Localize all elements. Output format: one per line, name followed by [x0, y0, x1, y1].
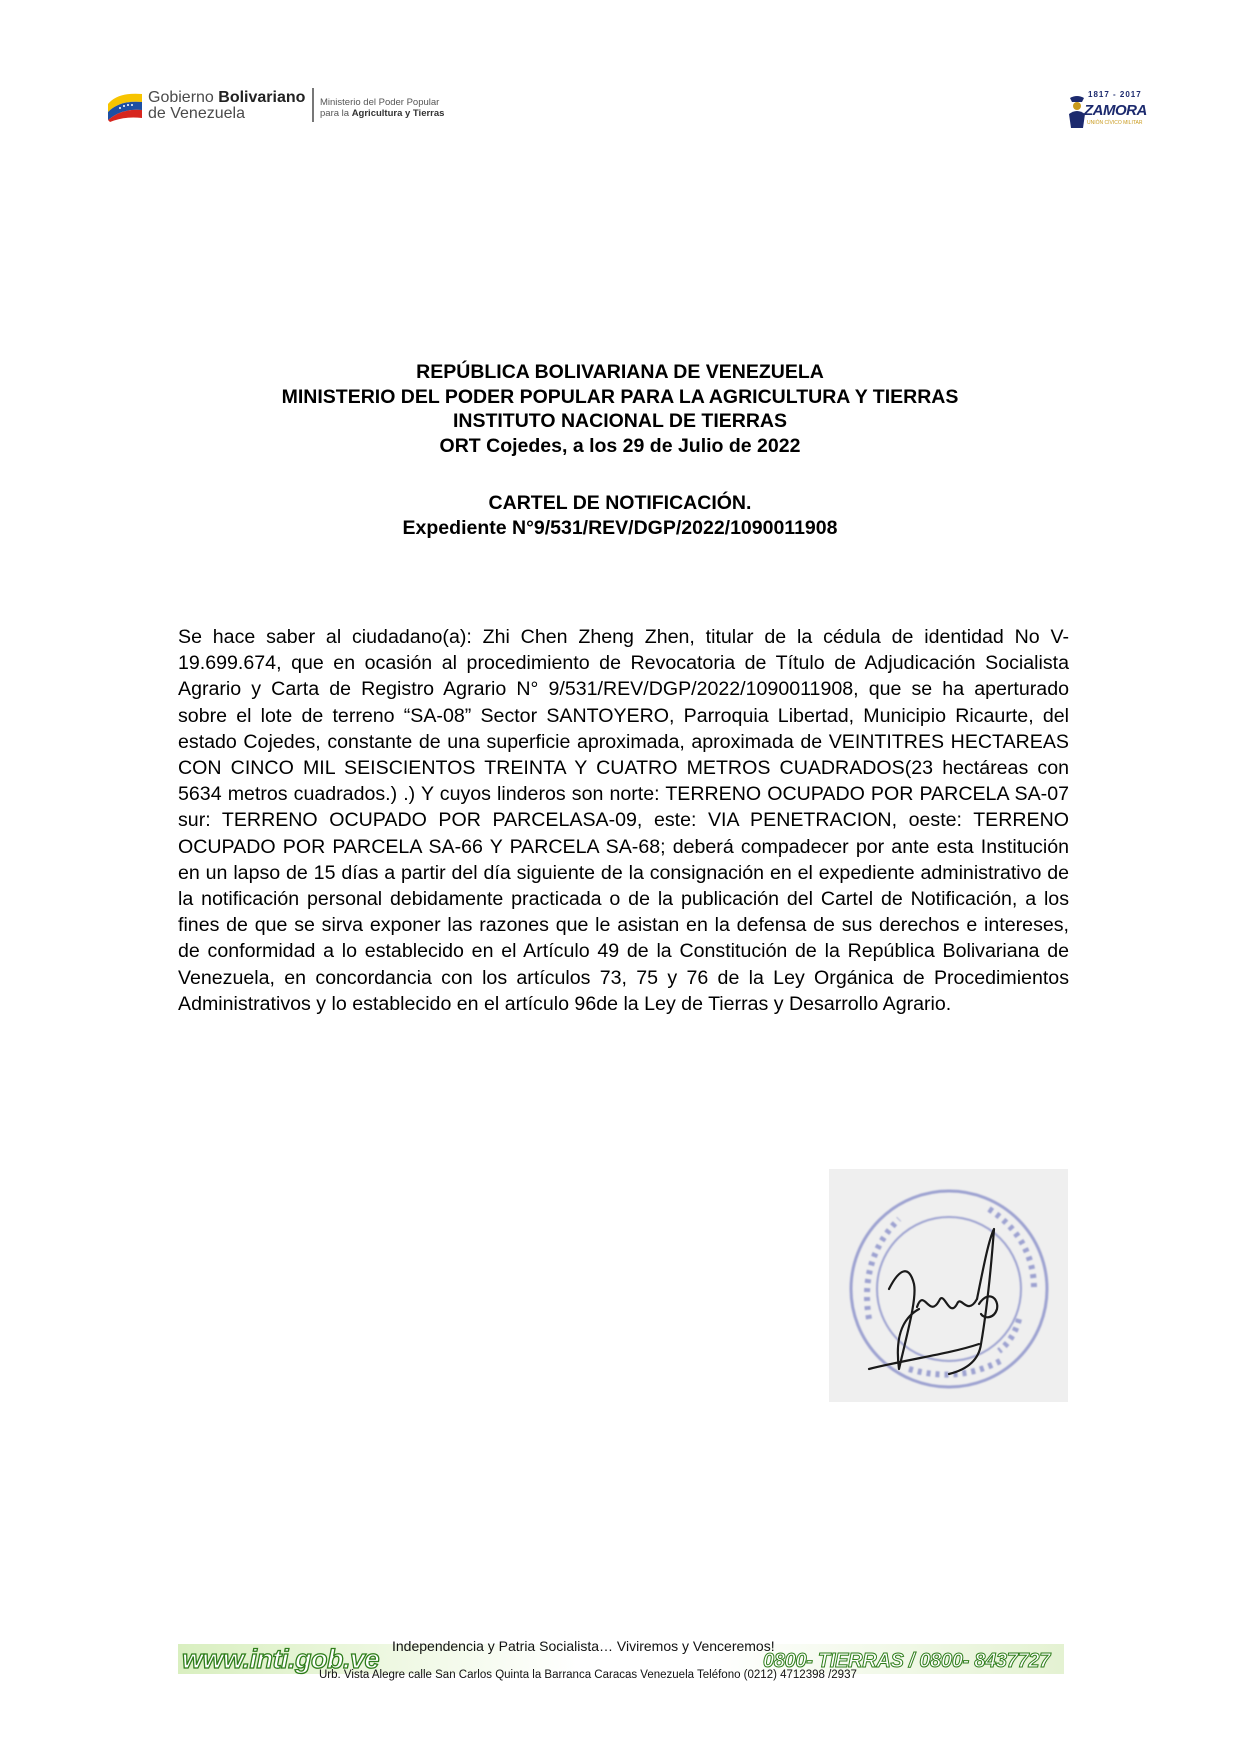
footer-address: Urb. Vista Alegre calle San Carlos Quinta la Barranca Caracas Venezuela Teléfono (0212) 4712398 /2937 — [319, 1669, 857, 1681]
zamora-years: 1817 - 2017 — [1088, 90, 1142, 99]
footer-motto: Independencia y Patria Socialista… Viviremos y Venceremos! — [392, 1638, 775, 1654]
stamp-seal-icon — [829, 1169, 1068, 1402]
zamora-wordmark: ZAMORA — [1084, 102, 1147, 119]
government-name: Gobierno Bolivariano de Venezuela — [148, 89, 306, 122]
government-logo — [106, 84, 468, 130]
heading-republic: REPÚBLICA BOLIVARIANA DE VENEZUELA — [416, 361, 824, 383]
zamora-logo — [1066, 88, 1162, 134]
ministry-name: Ministerio del Poder Popular para la Agricultura y Tierras — [320, 97, 445, 119]
file-number: Expediente N°9/531/REV/DGP/2022/1090011908 — [402, 516, 838, 539]
venezuela-flag-icon — [106, 90, 144, 122]
heading-institute: INSTITUTO NACIONAL DE TIERRAS — [452, 410, 788, 432]
heading-ministry: MINISTERIO DEL PODER POPULAR PARA LA AGRICULTURA Y TIERRAS — [281, 385, 959, 408]
notice-body: Se hace saber al ciudadano(a): Zhi Chen Zheng Zhen, titular de la cédula de identidad No V- 19.699.674, que en ocasión al procedimiento de Revocatoria de Título de Adjudicación Socialista Agrario y Carta de Registro Agrario N° 9/531/REV/DGP/2022/1090011908, que se ha aperturado sobre el lote de terreno “SA-08” Sector SANTOYERO, Parroquia Libertad, Municipio Ricaurte, del estado Cojedes, constante de una superficie aproximada, aproximada de VEINTITRES HECTAREAS CON CINCO MIL SEISCIENTOS TREINTA Y CUATRO METROS CUADRADOS(23 hectáreas con 5634 metros cuadrados.) .) Y cuyos linderos son norte: TERRENO OCUPADO POR PARCELA SA-07 sur: TERRENO OCUPADO POR PARCELASA-09, este: VIA PENETRACION, oeste: TERRENO OCUPADO POR PARCELA SA-66 Y PARCELA SA-68; deberá compadecer por ante esta Institución en un lapso de 15 días a partir del día siguiente de la consignación en el expediente administrativo de la notificación personal debidamente practicada o de la publicación del Cartel de Notificación, a los fines de que se sirva exponer las razones que le asistan en la defensa de sus derechos e intereses, de conformidad a lo establecido en el Artículo 49 de la Constitución de la República Bolivariana de Venezuela, en concordancia con los artículos 73, 75 y 76 de la Ley Orgánica de Procedimientos Administrativos y lo establecido en el artículo 96de la Ley de Tierras y Desarrollo Agrario. — [178, 626, 1069, 1015]
official-stamp-signature — [829, 1169, 1068, 1402]
zamora-subtitle: UNIÓN CÍVICO MILITAR — [1087, 120, 1143, 126]
notice-heading — [140, 491, 1100, 540]
heading-place-date: ORT Cojedes, a los 29 de Julio de 2022 — [439, 434, 801, 457]
footer-website: www.inti.gob.ve — [182, 1644, 380, 1674]
footer-phone: 0800- TIERRAS / 0800- 8437727 — [763, 1650, 1051, 1672]
logo-divider — [312, 88, 314, 122]
page-footer — [178, 1638, 1064, 1682]
document-heading — [140, 360, 1100, 458]
notice-title: CARTEL DE NOTIFICACIÓN. — [488, 492, 752, 514]
